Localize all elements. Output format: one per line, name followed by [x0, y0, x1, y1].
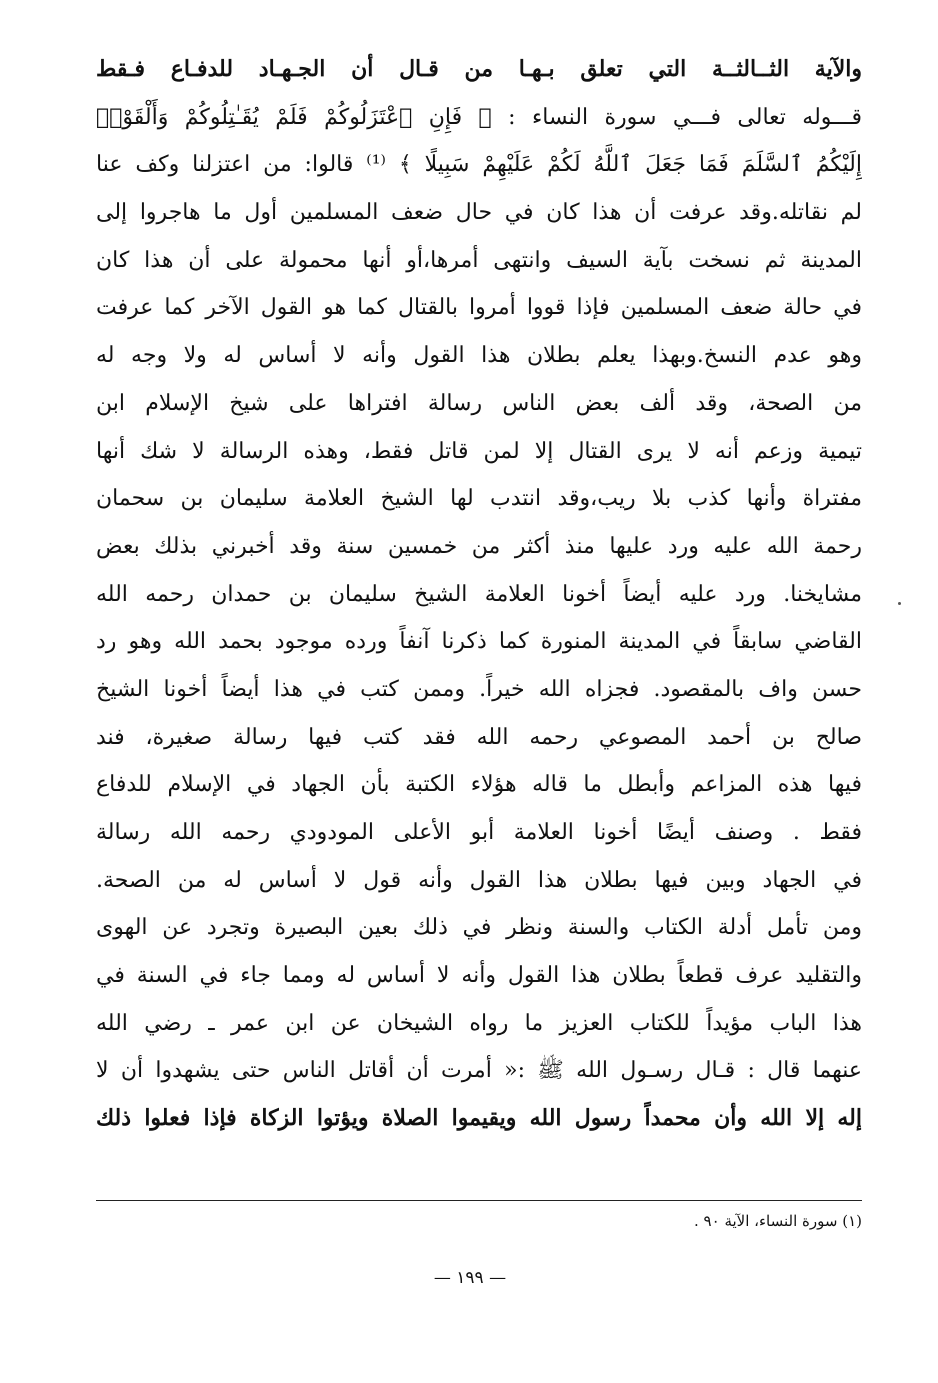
text-line-21: هذا الباب مؤيداً للكتاب العزيز ما رواه الشيخان عن ابن عمر ـ رضي الله [96, 1010, 862, 1036]
text-line-7: وهو عدم النسخ.وبهذا يعلم بطلان هذا القول وأنه لا أساس له ولا وجه له [96, 343, 862, 369]
text-line-16: فيها هذه المزاعم وأبطل ما قاله هؤلاء الكتبة بأن الجهاد في الإسلام للدفاع [96, 772, 862, 798]
text-line-14: حسن واف بالمقصود. فجزاه الله خيراً. وممن كتب في هذا أيضاً أخونا الشيخ [96, 676, 862, 702]
text-line-5: المدينة ثم نسخت بآية السيف وانتهى أمرها،أو أنها محمولة على أن هذا كان [96, 247, 862, 273]
text-line-2: قـــوله تعالى فـــي سورة النساء : ﴿ فَإِنِ ٱعْتَزَلُوكُمْ فَلَمْ يُقَـٰتِلُوكُمْ وَأَلْقَوْا۟ [96, 104, 862, 130]
text-line-1: والآية الثــالثــة التي تعلق بـهـا من قـال أن الجـهـاد للدفـاع فـقط [96, 56, 862, 82]
text-line-17: فقط . وصنف أيضًا أخونا العلامة أبو الأعلى المودودي رحمه الله رسالة [96, 820, 862, 845]
text-line-9: تيمية وزعم أنه لا يرى القتال إلا لمن قاتل فقط، وهذه الرسالة لا شك أنها [96, 438, 862, 464]
text-line-8: من الصحة، وقد ألف بعض الناس رسالة افتراها على شيخ الإسلام ابن [96, 390, 862, 416]
text-line-3: إِلَيْكُمُ ٱلسَّلَمَ فَمَا جَعَلَ ٱللَّهُ لَكُمْ عَلَيْهِمْ سَبِيلًا ﴾ ⁽¹⁾ قالوا: من اعتزلنا وكف عنا [96, 152, 862, 178]
page-number: — ١٩٩ — [433, 1268, 507, 1288]
text-line-13: القاضي سابقاً في المدينة المنورة كما ذكرنا آنفاً ورده موجود بحمد الله وهو رد [96, 629, 862, 655]
scan-speck [898, 602, 901, 605]
text-line-20: والتقليد عرف قطعاً بطلان هذا القول وأنه لا أساس له ومما جاء في السنة في [96, 963, 862, 989]
text-line-22: عنهما قال : قـال رسـول الله ﷺ :« أمرت أن أقاتل الناس حتى يشهدوا أن لا [96, 1058, 862, 1084]
text-line-18: في الجهاد وبين فيها بطلان هذا القول وأنه قول لا أساس له من الصحة. [96, 867, 862, 893]
text-line-15: صالح بن أحمد المصوعي رحمه الله فقد كتب فيها رسالة صغيرة، فند [96, 724, 862, 750]
text-line-6: في حالة ضعف المسلمين فإذا قووا أمروا بالقتال كما هو القول الآخر كما عرفت [96, 295, 862, 321]
footnote: (١) سورة النساء، الآية ٩٠ . [694, 1212, 862, 1230]
text-line-19: ومن تأمل أدلة الكتاب والسنة ونظر في ذلك بعين البصيرة وتجرد عن الهوى [96, 915, 862, 941]
text-line-4: لم نقاتله.وقد عرفت أن هذا كان في حال ضعف المسلمين أول ما هاجروا إلى [96, 200, 862, 226]
text-line-10: مفتراة وأنها كذب بلا ريب،وقد انتدب لها الشيخ العلامة سليمان بن سحمان [96, 486, 862, 512]
text-line-12: مشايخنا. ورد عليه أيضاً أخونا العلامة الشيخ سليمان بن حمدان رحمه الله [96, 581, 862, 607]
body-text [96, 46, 862, 1143]
text-line-23: إله إلا الله وأن محمداً رسول الله ويقيموا الصلاة ويؤتوا الزكاة فإذا فعلوا ذلك [96, 1105, 862, 1132]
footnote-divider [96, 1200, 862, 1201]
text-line-11: رحمة الله عليه ورد عليها منذ أكثر من خمسين سنة وقد أخبرني بذلك بعض [96, 533, 862, 559]
